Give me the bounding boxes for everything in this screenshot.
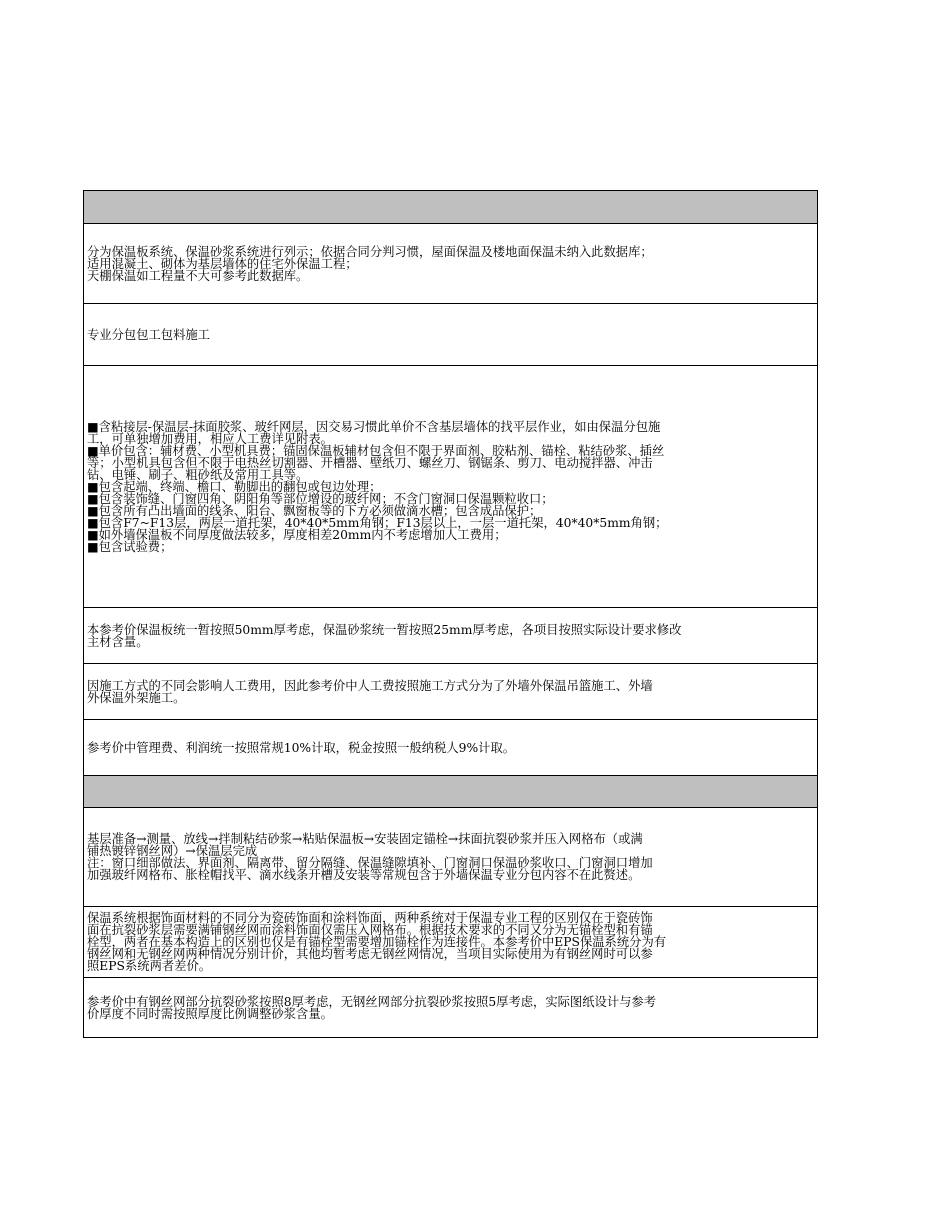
- table-row-process[interactable]: [84, 807, 817, 906]
- table-row-mortar-thickness[interactable]: [84, 977, 817, 1038]
- table-row-system-types[interactable]: [84, 906, 817, 977]
- cell-scope-text: 分为保温板系统、保温砂浆系统进行列示；依据合同分判习惯，屋面保温及楼地面保温未纳入此数据库； 适用混凝土、砌体为基层墙体的住宅外保温工程； 天棚保温如工程量不大可参考此数据库。: [87, 244, 653, 283]
- spreadsheet-table: [83, 190, 818, 1038]
- cell-contract-mode-text: 专业分包包工包料施工: [87, 327, 210, 342]
- table-row-scope[interactable]: [84, 223, 817, 303]
- section-header-2: [84, 775, 817, 807]
- table-row-fees[interactable]: [84, 719, 817, 775]
- cell-system-types-text: 保温系统根据饰面材料的不同分为瓷砖饰面和涂料饰面，两种系统对于保温专业工程的区别仅在于瓷砖饰 面在抗裂砂浆层需要满铺钢丝网而涂料饰面仅需压入网格布。根据技术要求的不同又分为无锚栓型和有锚 栓型，两者在基本构造上的区别也仅是有锚栓型需要增加锚栓作为连接件。本参考价中EPS保温系统分为有 钢丝网和无钢丝网两种情况分别计价，其他均暂考虑无钢丝网情况，当项目实际使用为有钢丝网时可以参 照EPS系统两者差价。: [87, 911, 667, 973]
- table-row-contract-mode[interactable]: [84, 303, 817, 365]
- cell-thickness-text: 本参考价保温板统一暂按照50mm厚考虑，保温砂浆统一暂按照25mm厚考虑，各项目按照实际设计要求修改 主材含量。: [87, 622, 682, 649]
- cell-mortar-thickness-text: 参考价中有钢丝网部分抗裂砂浆按照8厚考虑，无钢丝网部分抗裂砂浆按照5厚考虑，实际图纸设计与参考 价厚度不同时需按照厚度比例调整砂浆含量。: [87, 994, 657, 1021]
- cell-inclusions-text: ■含粘接层-保温层-抹面胶浆、玻纤网层，因交易习惯此单价不含基层墙体的找平层作业，如由保温分包施 工，可单独增加费用，相应人工费详见附表。 ■单价包含：辅材费、小型机具费；锚固保温板辅材包含但不限于界面剂、胶粘剂、锚栓、粘结砂浆、插丝 等；小型机具包含但不限于电热丝切割器、开槽器、壁纸刀、螺丝刀、钢锯条、剪刀、电动搅拌器、冲击 钻、电锤、刷子、粗砂纸及常用工具等。 ■包含起端、终端、檐口、勒脚出的翻包或包边处理； ■包含装饰缝、门窗四角、阴阳角等部位增设的玻纤网；不含门窗洞口保温颗粒收口； ■包含所有凸出墙面的线条、阳台、飘窗板等的下方必须做滴水槽；包含成品保护； ■包含F7~F13层，两层一道托架，40*40*5mm角钢；F13层以上，一层一道托架，40*40*5mm角钢； ■如外墙保温板不同厚度做法较多，厚度相差20mm内不考虑增加人工费用； ■包含试验费；: [87, 419, 668, 554]
- cell-labor-text: 因施工方式的不同会影响人工费用，因此参考价中人工费按照施工方式分为了外墙外保温吊篮施工、外墙 外保温外架施工。: [87, 678, 653, 705]
- cell-process-text: 基层准备→测量、放线→拌制粘结砂浆→粘贴保温板→安装固定锚栓→抹面抗裂砂浆并压入网格布（或满 铺热镀锌钢丝网）→保温层完成 注：窗口细部做法、界面剂、隔离带、留分隔缝、保温缝隙填补、门窗洞口保温砂浆收口、门窗洞口增加 加强玻纤网格布、胀栓帽找平、滴水线条开槽及安装等常规包含于外墙保温专业分包内容不在此赘述。: [87, 832, 653, 882]
- table-row-inclusions[interactable]: [84, 365, 817, 607]
- section-header-1: [84, 190, 817, 223]
- table-row-labor[interactable]: [84, 663, 817, 719]
- cell-fees-text: 参考价中管理费、利润统一按照常规10%计取，税金按照一般纳税人9%计取。: [87, 740, 516, 755]
- table-row-thickness[interactable]: [84, 607, 817, 663]
